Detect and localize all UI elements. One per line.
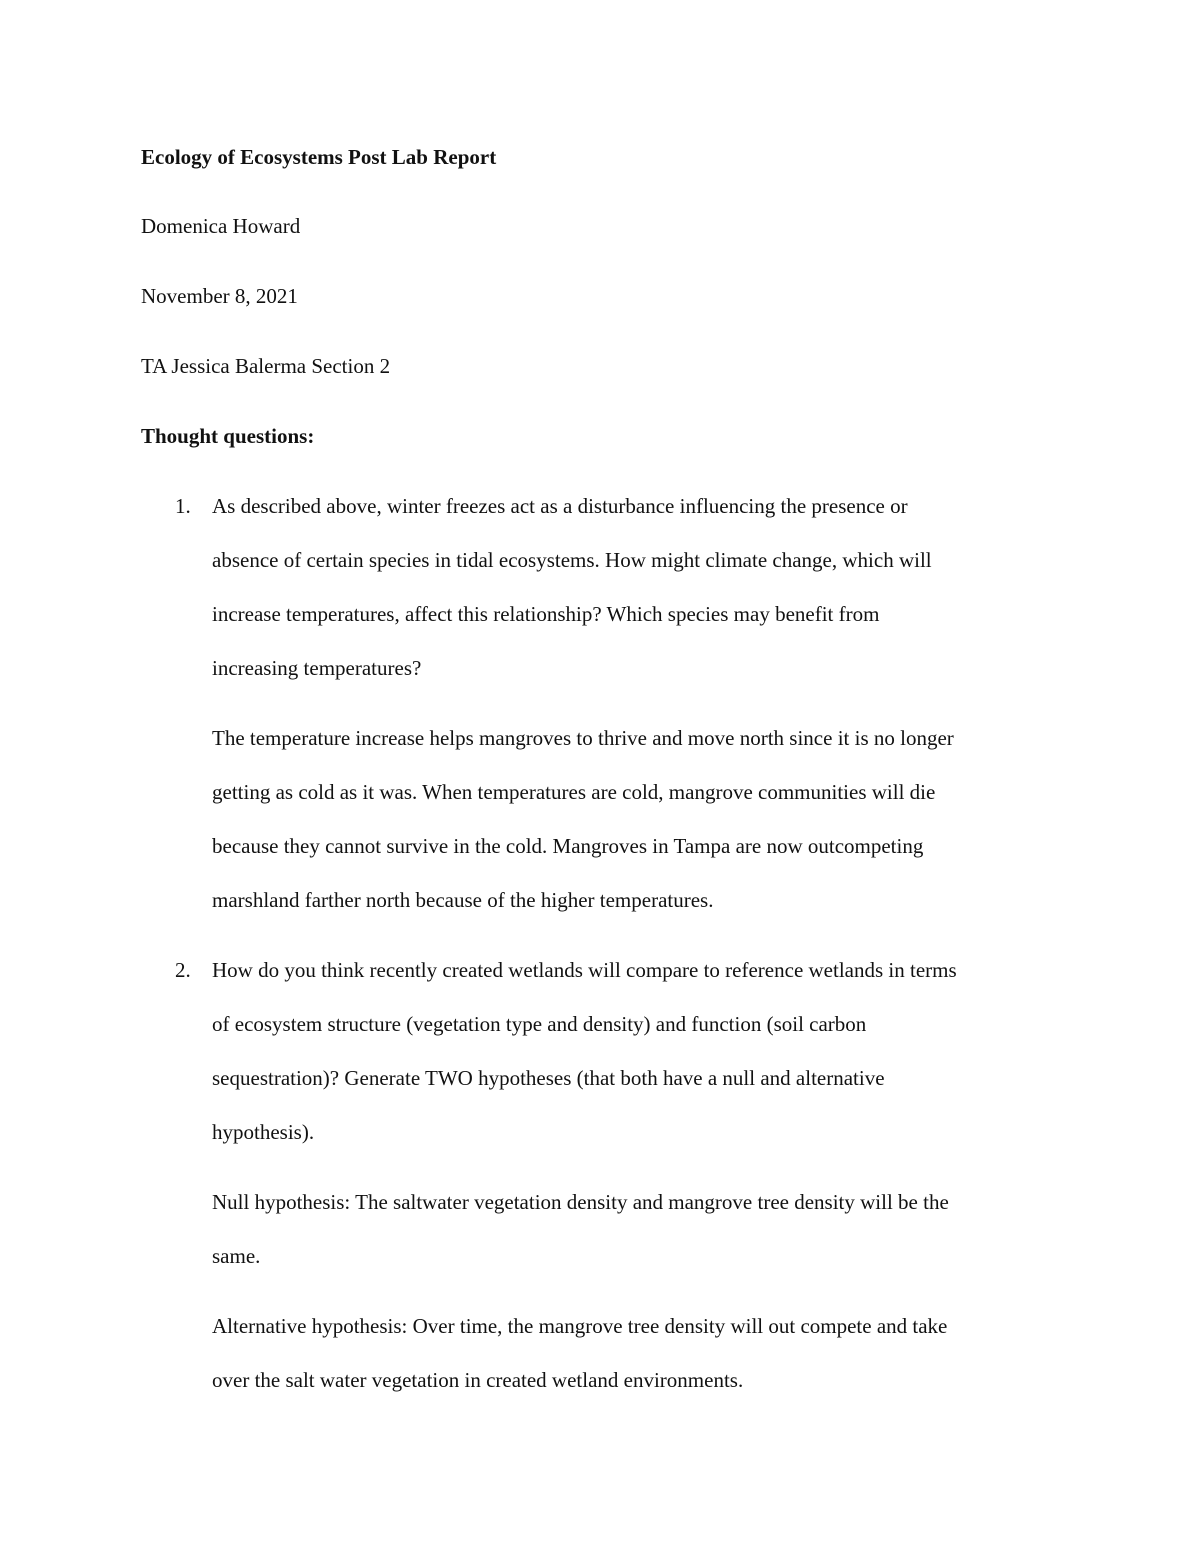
alternative-hypothesis-line: Alternative hypothesis: Over time, the mangrove tree density will out compete and take: [212, 1314, 948, 1338]
ta-section: TA Jessica Balerma Section 2: [141, 354, 391, 378]
report-date: November 8, 2021: [141, 284, 298, 308]
question-number: 1.: [175, 494, 191, 518]
alternative-hypothesis-line: over the salt water vegetation in created wetland environments.: [212, 1368, 744, 1392]
answer-line: The temperature increase helps mangroves to thrive and move north since it is no longer: [212, 726, 954, 750]
question-line: absence of certain species in tidal ecosystems. How might climate change, which will: [212, 548, 932, 572]
null-hypothesis-line: same.: [212, 1244, 261, 1268]
null-hypothesis-line: Null hypothesis: The saltwater vegetation density and mangrove tree density will be the: [212, 1190, 949, 1214]
answer-line: because they cannot survive in the cold. Mangroves in Tampa are now outcompeting: [212, 834, 924, 858]
question-line: of ecosystem structure (vegetation type and density) and function (soil carbon: [212, 1012, 867, 1036]
document-title: Ecology of Ecosystems Post Lab Report: [141, 145, 497, 169]
question-line: increasing temperatures?: [212, 656, 422, 680]
answer-line: marshland farther north because of the higher temperatures.: [212, 888, 714, 912]
question-number: 2.: [175, 958, 191, 982]
answer-line: getting as cold as it was. When temperatures are cold, mangrove communities will die: [212, 780, 936, 804]
question-line: sequestration)? Generate TWO hypotheses (that both have a null and alternative: [212, 1066, 885, 1090]
question-line: How do you think recently created wetlands will compare to reference wetlands in terms: [212, 958, 957, 982]
question-line: increase temperatures, affect this relationship? Which species may benefit from: [212, 602, 880, 626]
author-name: Domenica Howard: [141, 214, 301, 238]
section-heading: Thought questions:: [141, 424, 315, 448]
question-line: As described above, winter freezes act as a disturbance influencing the presence or: [212, 494, 908, 518]
question-line: hypothesis).: [212, 1120, 315, 1144]
